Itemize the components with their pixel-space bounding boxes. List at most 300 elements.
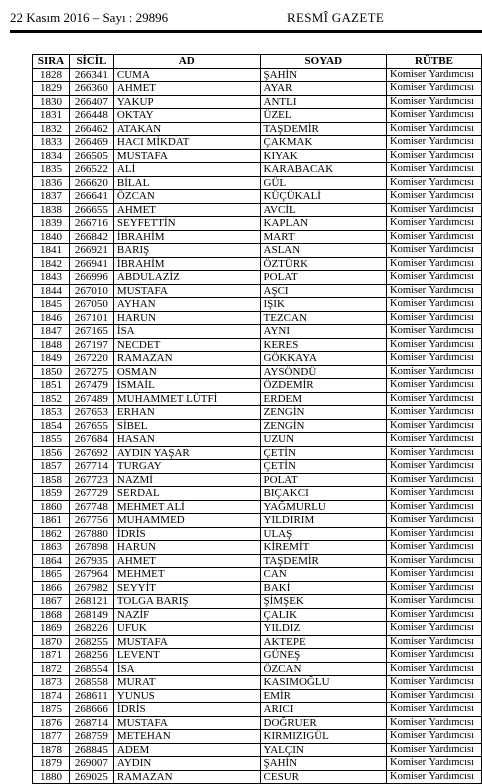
cell-rutbe: Komiser Yardımcısı <box>387 203 482 217</box>
cell-rutbe: Komiser Yardımcısı <box>387 433 482 447</box>
cell-ad: YUNUS <box>113 689 260 703</box>
cell-sicil: 268121 <box>69 595 113 609</box>
cell-rutbe: Komiser Yardımcısı <box>387 541 482 555</box>
cell-sicil: 266462 <box>69 122 113 136</box>
cell-sira: 1842 <box>33 257 70 271</box>
cell-soyad: TEZCAN <box>260 311 387 325</box>
cell-sicil: 267197 <box>69 338 113 352</box>
cell-soyad: AŞCI <box>260 284 387 298</box>
cell-ad: MEHMET ALİ <box>113 500 260 514</box>
cell-soyad: ANTLI <box>260 95 387 109</box>
cell-sicil: 267692 <box>69 446 113 460</box>
cell-sicil: 267714 <box>69 460 113 474</box>
cell-soyad: KÜÇÜKALİ <box>260 190 387 204</box>
cell-soyad: GÜL <box>260 176 387 190</box>
cell-rutbe: Komiser Yardımcısı <box>387 662 482 676</box>
cell-sira: 1845 <box>33 298 70 312</box>
cell-ad: İSMAİL <box>113 379 260 393</box>
cell-sicil: 267050 <box>69 298 113 312</box>
cell-soyad: ŞAHİN <box>260 68 387 82</box>
cell-sicil: 267220 <box>69 352 113 366</box>
cell-soyad: ÖZCAN <box>260 662 387 676</box>
table-row <box>33 163 482 177</box>
cell-sicil: 267723 <box>69 473 113 487</box>
cell-sira: 1854 <box>33 419 70 433</box>
cell-soyad: EMİR <box>260 689 387 703</box>
cell-sicil: 266655 <box>69 203 113 217</box>
cell-sira: 1828 <box>33 68 70 82</box>
cell-sira: 1865 <box>33 568 70 582</box>
cell-sira: 1848 <box>33 338 70 352</box>
cell-soyad: ASLAN <box>260 244 387 258</box>
cell-sira: 1833 <box>33 136 70 150</box>
cell-ad: SEYFETTİN <box>113 217 260 231</box>
cell-ad: UFUK <box>113 622 260 636</box>
cell-sira: 1879 <box>33 757 70 771</box>
table-row <box>33 730 482 744</box>
table-row <box>33 82 482 96</box>
cell-sira: 1830 <box>33 95 70 109</box>
cell-ad: MUHAMMED <box>113 514 260 528</box>
cell-sira: 1852 <box>33 392 70 406</box>
cell-rutbe: Komiser Yardımcısı <box>387 703 482 717</box>
cell-ad: İSA <box>113 662 260 676</box>
table-row <box>33 149 482 163</box>
cell-rutbe: Komiser Yardımcısı <box>387 676 482 690</box>
table-row <box>33 419 482 433</box>
cell-sicil: 266469 <box>69 136 113 150</box>
cell-rutbe: Komiser Yardımcısı <box>387 136 482 150</box>
table-row <box>33 541 482 555</box>
cell-soyad: KIRMIZIGÜL <box>260 730 387 744</box>
cell-ad: HARUN <box>113 541 260 555</box>
table-row <box>33 298 482 312</box>
cell-sicil: 267756 <box>69 514 113 528</box>
table-row <box>33 230 482 244</box>
cell-soyad: ÜZEL <box>260 109 387 123</box>
cell-rutbe: Komiser Yardımcısı <box>387 217 482 231</box>
table-row <box>33 109 482 123</box>
column-header-soyad: SOYAD <box>260 55 387 69</box>
cell-rutbe: Komiser Yardımcısı <box>387 757 482 771</box>
table-row <box>33 662 482 676</box>
cell-ad: ÖZCAN <box>113 190 260 204</box>
table-row <box>33 257 482 271</box>
cell-ad: HARUN <box>113 311 260 325</box>
cell-sicil: 268256 <box>69 649 113 663</box>
cell-ad: ATAKAN <box>113 122 260 136</box>
cell-sicil: 266505 <box>69 149 113 163</box>
cell-soyad: YILDIRIM <box>260 514 387 528</box>
cell-sicil: 266620 <box>69 176 113 190</box>
cell-soyad: ÇAKMAK <box>260 136 387 150</box>
cell-soyad: TAŞDEMİR <box>260 122 387 136</box>
cell-ad: OSMAN <box>113 365 260 379</box>
cell-ad: ALİ <box>113 163 260 177</box>
cell-sira: 1866 <box>33 581 70 595</box>
cell-soyad: POLAT <box>260 271 387 285</box>
cell-ad: HACI MİKDAT <box>113 136 260 150</box>
table-row <box>33 311 482 325</box>
cell-sira: 1832 <box>33 122 70 136</box>
cell-soyad: ULAŞ <box>260 527 387 541</box>
cell-rutbe: Komiser Yardımcısı <box>387 68 482 82</box>
cell-sicil: 266448 <box>69 109 113 123</box>
cell-rutbe: Komiser Yardımcısı <box>387 95 482 109</box>
cell-soyad: KAPLAN <box>260 217 387 231</box>
cell-sira: 1843 <box>33 271 70 285</box>
table-row <box>33 446 482 460</box>
cell-soyad: AVCİL <box>260 203 387 217</box>
cell-ad: METEHAN <box>113 730 260 744</box>
cell-sicil: 267880 <box>69 527 113 541</box>
cell-sira: 1851 <box>33 379 70 393</box>
cell-soyad: YAĞMURLU <box>260 500 387 514</box>
cell-soyad: YALÇIN <box>260 743 387 757</box>
cell-sira: 1849 <box>33 352 70 366</box>
cell-sicil: 266641 <box>69 190 113 204</box>
table-row <box>33 473 482 487</box>
issue-date-number: 22 Kasım 2016 – Sayı : 29896 <box>10 10 169 25</box>
cell-rutbe: Komiser Yardımcısı <box>387 163 482 177</box>
table-row <box>33 568 482 582</box>
table-row <box>33 608 482 622</box>
table-row <box>33 716 482 730</box>
cell-ad: BİLAL <box>113 176 260 190</box>
cell-soyad: GÜNEŞ <box>260 649 387 663</box>
cell-rutbe: Komiser Yardımcısı <box>387 311 482 325</box>
cell-sicil: 268666 <box>69 703 113 717</box>
table-row <box>33 338 482 352</box>
table-row <box>33 595 482 609</box>
cell-soyad: CESUR <box>260 770 387 784</box>
cell-rutbe: Komiser Yardımcısı <box>387 595 482 609</box>
table-row <box>33 635 482 649</box>
cell-rutbe: Komiser Yardımcısı <box>387 230 482 244</box>
cell-rutbe: Komiser Yardımcısı <box>387 406 482 420</box>
table-row <box>33 136 482 150</box>
cell-rutbe: Komiser Yardımcısı <box>387 500 482 514</box>
cell-sicil: 267935 <box>69 554 113 568</box>
cell-sicil: 267729 <box>69 487 113 501</box>
cell-soyad: TAŞDEMİR <box>260 554 387 568</box>
cell-rutbe: Komiser Yardımcısı <box>387 271 482 285</box>
cell-sicil: 266921 <box>69 244 113 258</box>
cell-sira: 1846 <box>33 311 70 325</box>
cell-rutbe: Komiser Yardımcısı <box>387 257 482 271</box>
cell-soyad: ÇALIK <box>260 608 387 622</box>
table-row <box>33 95 482 109</box>
table-row <box>33 217 482 231</box>
cell-rutbe: Komiser Yardımcısı <box>387 338 482 352</box>
cell-rutbe: Komiser Yardımcısı <box>387 581 482 595</box>
table-row <box>33 460 482 474</box>
cell-soyad: AYAR <box>260 82 387 96</box>
cell-rutbe: Komiser Yardımcısı <box>387 392 482 406</box>
table-row <box>33 622 482 636</box>
cell-sira: 1876 <box>33 716 70 730</box>
cell-sira: 1862 <box>33 527 70 541</box>
column-header-sira: SIRA <box>33 55 70 69</box>
column-header-sicil: SİCİL <box>69 55 113 69</box>
cell-sicil: 266842 <box>69 230 113 244</box>
table-row <box>33 770 482 784</box>
cell-rutbe: Komiser Yardımcısı <box>387 284 482 298</box>
cell-ad: İDRİS <box>113 703 260 717</box>
cell-sira: 1853 <box>33 406 70 420</box>
table-row <box>33 554 482 568</box>
cell-ad: NAZMİ <box>113 473 260 487</box>
cell-sira: 1850 <box>33 365 70 379</box>
cell-soyad: AYSÖNDÜ <box>260 365 387 379</box>
cell-soyad: ŞAHİN <box>260 757 387 771</box>
cell-ad: CUMA <box>113 68 260 82</box>
cell-ad: TOLGA BARIŞ <box>113 595 260 609</box>
cell-sicil: 267653 <box>69 406 113 420</box>
cell-sira: 1840 <box>33 230 70 244</box>
cell-soyad: UZUN <box>260 433 387 447</box>
cell-sicil: 266407 <box>69 95 113 109</box>
table-row <box>33 514 482 528</box>
table-row <box>33 433 482 447</box>
cell-soyad: ÇETİN <box>260 446 387 460</box>
cell-sira: 1838 <box>33 203 70 217</box>
cell-rutbe: Komiser Yardımcısı <box>387 109 482 123</box>
cell-rutbe: Komiser Yardımcısı <box>387 568 482 582</box>
cell-rutbe: Komiser Yardımcısı <box>387 460 482 474</box>
table-row <box>33 757 482 771</box>
cell-sira: 1831 <box>33 109 70 123</box>
cell-sira: 1869 <box>33 622 70 636</box>
table-row <box>33 379 482 393</box>
personnel-table <box>32 54 482 784</box>
cell-ad: İBRAHİM <box>113 257 260 271</box>
cell-soyad: ÖZDEMİR <box>260 379 387 393</box>
cell-soyad: IŞIK <box>260 298 387 312</box>
cell-ad: AYDIN <box>113 757 260 771</box>
cell-sira: 1861 <box>33 514 70 528</box>
cell-sira: 1844 <box>33 284 70 298</box>
cell-sicil: 267748 <box>69 500 113 514</box>
cell-sicil: 266360 <box>69 82 113 96</box>
cell-soyad: ZENGİN <box>260 406 387 420</box>
table-row <box>33 527 482 541</box>
cell-sira: 1829 <box>33 82 70 96</box>
cell-ad: MEHMET <box>113 568 260 582</box>
cell-sira: 1870 <box>33 635 70 649</box>
cell-sicil: 266716 <box>69 217 113 231</box>
cell-sicil: 268149 <box>69 608 113 622</box>
cell-sicil: 267655 <box>69 419 113 433</box>
cell-soyad: KASIMOĞLU <box>260 676 387 690</box>
table-row <box>33 649 482 663</box>
cell-sicil: 268255 <box>69 635 113 649</box>
cell-ad: MUHAMMET LÜTFİ <box>113 392 260 406</box>
cell-ad: MUSTAFA <box>113 149 260 163</box>
cell-soyad: GÖKKAYA <box>260 352 387 366</box>
cell-sira: 1873 <box>33 676 70 690</box>
cell-ad: NAZİF <box>113 608 260 622</box>
cell-rutbe: Komiser Yardımcısı <box>387 527 482 541</box>
cell-rutbe: Komiser Yardımcısı <box>387 770 482 784</box>
table-row <box>33 352 482 366</box>
cell-sira: 1856 <box>33 446 70 460</box>
cell-sira: 1868 <box>33 608 70 622</box>
cell-rutbe: Komiser Yardımcısı <box>387 419 482 433</box>
cell-rutbe: Komiser Yardımcısı <box>387 635 482 649</box>
cell-sira: 1864 <box>33 554 70 568</box>
table-row <box>33 487 482 501</box>
cell-ad: ERHAN <box>113 406 260 420</box>
table-row <box>33 743 482 757</box>
table-row <box>33 500 482 514</box>
cell-ad: AYHAN <box>113 298 260 312</box>
table-row <box>33 176 482 190</box>
cell-sicil: 268611 <box>69 689 113 703</box>
cell-sicil: 268714 <box>69 716 113 730</box>
cell-sira: 1880 <box>33 770 70 784</box>
table-row <box>33 244 482 258</box>
cell-soyad: POLAT <box>260 473 387 487</box>
cell-sira: 1860 <box>33 500 70 514</box>
cell-rutbe: Komiser Yardımcısı <box>387 298 482 312</box>
cell-sira: 1871 <box>33 649 70 663</box>
cell-rutbe: Komiser Yardımcısı <box>387 743 482 757</box>
cell-sira: 1874 <box>33 689 70 703</box>
cell-soyad: ARICI <box>260 703 387 717</box>
cell-rutbe: Komiser Yardımcısı <box>387 379 482 393</box>
table-row <box>33 203 482 217</box>
cell-rutbe: Komiser Yardımcısı <box>387 608 482 622</box>
cell-soyad: MART <box>260 230 387 244</box>
cell-ad: AHMET <box>113 82 260 96</box>
cell-ad: HASAN <box>113 433 260 447</box>
cell-rutbe: Komiser Yardımcısı <box>387 487 482 501</box>
cell-rutbe: Komiser Yardımcısı <box>387 244 482 258</box>
cell-soyad: DOĞRUER <box>260 716 387 730</box>
cell-sicil: 269025 <box>69 770 113 784</box>
cell-ad: AHMET <box>113 203 260 217</box>
cell-sicil: 267964 <box>69 568 113 582</box>
cell-sira: 1837 <box>33 190 70 204</box>
cell-sicil: 266941 <box>69 257 113 271</box>
header-rule <box>10 30 482 33</box>
cell-sira: 1839 <box>33 217 70 231</box>
cell-sira: 1872 <box>33 662 70 676</box>
cell-rutbe: Komiser Yardımcısı <box>387 716 482 730</box>
cell-ad: MUSTAFA <box>113 284 260 298</box>
table-row <box>33 365 482 379</box>
cell-sira: 1878 <box>33 743 70 757</box>
publication-title: RESMÎ GAZETE <box>287 10 385 25</box>
cell-sicil: 267010 <box>69 284 113 298</box>
cell-ad: MURAT <box>113 676 260 690</box>
cell-sicil: 268226 <box>69 622 113 636</box>
table-row <box>33 689 482 703</box>
cell-soyad: KERES <box>260 338 387 352</box>
cell-soyad: ZENGİN <box>260 419 387 433</box>
cell-sira: 1877 <box>33 730 70 744</box>
cell-sicil: 268759 <box>69 730 113 744</box>
cell-sira: 1867 <box>33 595 70 609</box>
cell-ad: LEVENT <box>113 649 260 663</box>
cell-rutbe: Komiser Yardımcısı <box>387 122 482 136</box>
cell-rutbe: Komiser Yardımcısı <box>387 149 482 163</box>
table-row <box>33 325 482 339</box>
cell-ad: YAKUP <box>113 95 260 109</box>
table-row <box>33 703 482 717</box>
cell-rutbe: Komiser Yardımcısı <box>387 446 482 460</box>
cell-rutbe: Komiser Yardımcısı <box>387 473 482 487</box>
cell-rutbe: Komiser Yardımcısı <box>387 730 482 744</box>
cell-ad: MUSTAFA <box>113 635 260 649</box>
cell-soyad: ÖZTÜRK <box>260 257 387 271</box>
cell-sicil: 267165 <box>69 325 113 339</box>
cell-sicil: 267275 <box>69 365 113 379</box>
cell-sira: 1858 <box>33 473 70 487</box>
cell-sicil: 267684 <box>69 433 113 447</box>
cell-soyad: KARABACAK <box>260 163 387 177</box>
cell-soyad: KIYAK <box>260 149 387 163</box>
cell-ad: BARIŞ <box>113 244 260 258</box>
cell-sira: 1859 <box>33 487 70 501</box>
cell-rutbe: Komiser Yardımcısı <box>387 365 482 379</box>
cell-sira: 1836 <box>33 176 70 190</box>
cell-ad: RAMAZAN <box>113 352 260 366</box>
cell-sira: 1847 <box>33 325 70 339</box>
cell-rutbe: Komiser Yardımcısı <box>387 622 482 636</box>
cell-soyad: ERDEM <box>260 392 387 406</box>
cell-rutbe: Komiser Yardımcısı <box>387 649 482 663</box>
cell-sicil: 268558 <box>69 676 113 690</box>
cell-sicil: 268845 <box>69 743 113 757</box>
cell-soyad: ÇETİN <box>260 460 387 474</box>
table-row <box>33 406 482 420</box>
cell-ad: OKTAY <box>113 109 260 123</box>
cell-soyad: AYNI <box>260 325 387 339</box>
table-row <box>33 68 482 82</box>
cell-soyad: KİREMİT <box>260 541 387 555</box>
cell-ad: NECDET <box>113 338 260 352</box>
cell-sira: 1857 <box>33 460 70 474</box>
table-row <box>33 676 482 690</box>
cell-soyad: BAKİ <box>260 581 387 595</box>
cell-sicil: 267982 <box>69 581 113 595</box>
cell-rutbe: Komiser Yardımcısı <box>387 190 482 204</box>
cell-sira: 1834 <box>33 149 70 163</box>
table-row <box>33 581 482 595</box>
cell-soyad: YILDIZ <box>260 622 387 636</box>
cell-rutbe: Komiser Yardımcısı <box>387 514 482 528</box>
cell-sira: 1835 <box>33 163 70 177</box>
cell-ad: RAMAZAN <box>113 770 260 784</box>
cell-sicil: 267489 <box>69 392 113 406</box>
cell-rutbe: Komiser Yardımcısı <box>387 554 482 568</box>
table-row <box>33 271 482 285</box>
cell-rutbe: Komiser Yardımcısı <box>387 82 482 96</box>
cell-ad: AYDIN YAŞAR <box>113 446 260 460</box>
cell-ad: İSA <box>113 325 260 339</box>
cell-sira: 1855 <box>33 433 70 447</box>
cell-ad: ADEM <box>113 743 260 757</box>
table-body <box>33 68 482 784</box>
table-row <box>33 190 482 204</box>
cell-sira: 1863 <box>33 541 70 555</box>
cell-sicil: 266341 <box>69 68 113 82</box>
cell-sicil: 269007 <box>69 757 113 771</box>
cell-sira: 1841 <box>33 244 70 258</box>
cell-rutbe: Komiser Yardımcısı <box>387 689 482 703</box>
